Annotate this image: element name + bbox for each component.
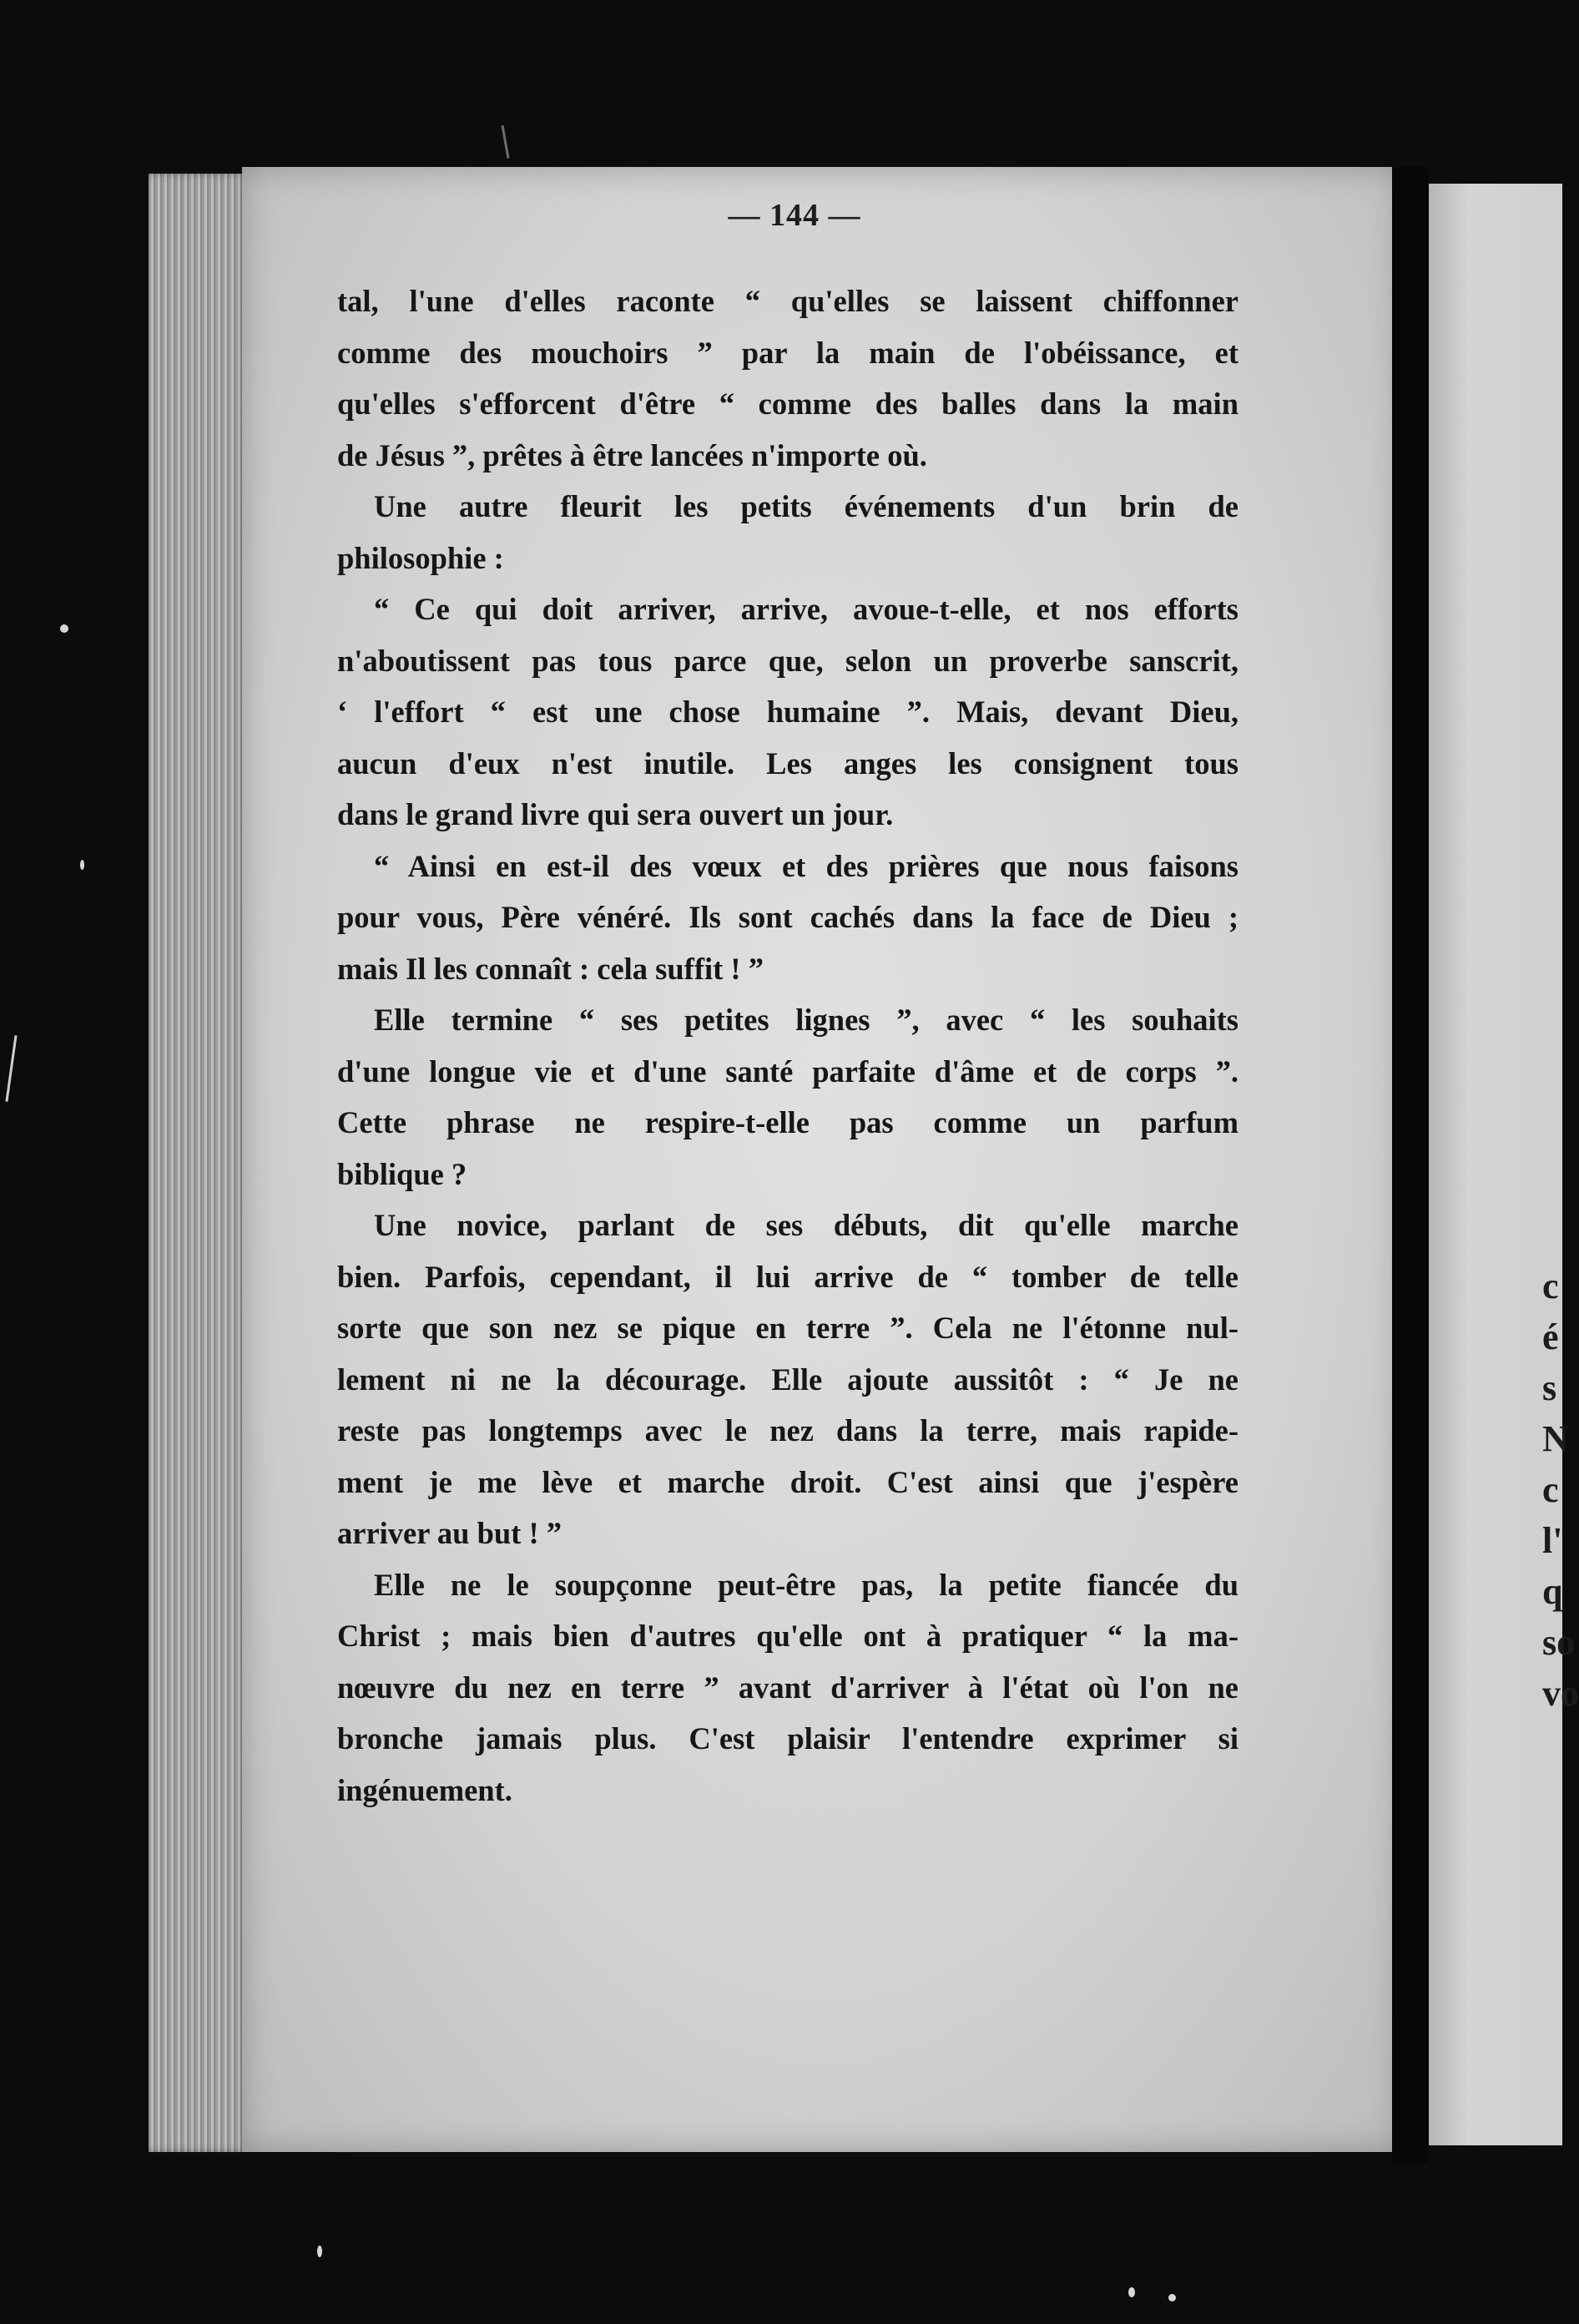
page-number: — 144 — (728, 198, 861, 233)
scan-scratch (502, 125, 510, 159)
text-line: d'une longue vie et d'une santé parfaite d'âme et de corps ”. (337, 1053, 1238, 1089)
text-line: philosophie : (337, 540, 504, 575)
text-line: Elle ne le soupçonne peut-être pas, la petite fiancée du (374, 1567, 1238, 1602)
text-line: nœuvre du nez en terre ” avant d'arriver à l'état où l'on ne (337, 1670, 1238, 1705)
text-line: mais Il les connaît : cela suffit ! ” (337, 951, 764, 986)
facing-page-letter: q (1542, 1571, 1563, 1612)
facing-page-text-fragments (1542, 1261, 1579, 1719)
text-line: aucun d'eux n'est inutile. Les anges les consignent tous (337, 745, 1238, 781)
text-line: “ Ce qui doit arriver, arrive, avoue-t-elle, et nos efforts (374, 592, 1238, 626)
scan-speck (80, 860, 84, 870)
text-line: dans le grand livre qui sera ouvert un jour. (337, 797, 894, 831)
scan-speck (317, 2246, 322, 2257)
text-line: sorte que son nez se pique en terre ”. Cela ne l'étonne nul- (337, 1311, 1238, 1345)
facing-page-letter: l' (1542, 1520, 1563, 1561)
scan-speck (1128, 2287, 1135, 2297)
facing-page-letter: vo (1542, 1673, 1579, 1714)
facing-page-letter: c (1542, 1266, 1559, 1306)
text-line: ment je me lève et marche droit. C'est ainsi que j'espère (337, 1464, 1238, 1499)
scan-scratch (5, 1035, 17, 1102)
scan-speck (1168, 2294, 1176, 2301)
text-line: ‘ l'effort “ est une chose humaine ”. Mais, devant Dieu, (337, 695, 1238, 729)
facing-page (1429, 184, 1579, 2145)
text-line: biblique ? (337, 1156, 467, 1191)
text-line: qu'elles s'efforcent d'être “ comme des balles dans la main (337, 386, 1238, 421)
text-line: de Jésus ”, prêtes à être lancées n'importe où. (337, 437, 927, 472)
text-line: Elle termine “ ses petites lignes ”, avec “ les souhaits (374, 1003, 1238, 1037)
book-gutter (1392, 167, 1429, 2162)
text-line: Christ ; mais bien d'autres qu'elle ont à pratiquer “ la ma- (337, 1619, 1238, 1653)
text-line: lement ni ne la décourage. Elle ajoute aussitôt : “ Je ne (337, 1362, 1238, 1397)
text-line: comme des mouchoirs ” par la main de l'obéissance, et (337, 335, 1238, 370)
text-line: bronche jamais plus. C'est plaisir l'entendre exprimer si (337, 1721, 1238, 1756)
text-line: pour vous, Père vénéré. Ils sont cachés dans la face de Dieu ; (337, 900, 1238, 934)
text-line: Une novice, parlant de ses débuts, dit qu'elle marche (374, 1208, 1238, 1242)
facing-page-letter: é (1542, 1316, 1559, 1357)
text-line: Cette phrase ne respire-t-elle pas comme un parfum (337, 1105, 1238, 1139)
facing-page-letter: N (1542, 1418, 1569, 1459)
scan-speck (60, 624, 68, 633)
text-line: tal, l'une d'elles raconte “ qu'elles se laissent chiffonner (337, 284, 1238, 318)
page-edges (149, 174, 249, 2152)
text-line: bien. Parfois, cependant, il lui arrive de “ tomber de telle (337, 1259, 1238, 1294)
text-line: n'aboutissent pas tous parce que, selon un proverbe sanscrit, (337, 643, 1238, 678)
text-line: Une autre fleurit les petits événements d'un brin de (374, 489, 1238, 523)
text-line: arriver au but ! ” (337, 1516, 562, 1550)
facing-page-letter: c (1542, 1469, 1559, 1510)
facing-page-letter: so (1542, 1622, 1576, 1663)
text-line: ingénuement. (337, 1772, 512, 1807)
page-body-text (337, 275, 1238, 1816)
facing-page-letter: s (1542, 1367, 1557, 1408)
text-line: “ Ainsi en est-il des vœux et des prières que nous faisons (374, 848, 1238, 883)
text-line: reste pas longtemps avec le nez dans la terre, mais rapide- (337, 1413, 1238, 1447)
